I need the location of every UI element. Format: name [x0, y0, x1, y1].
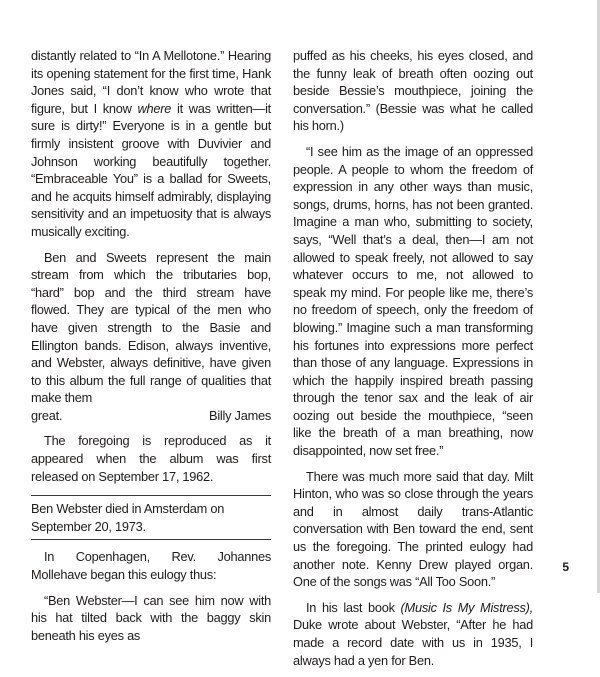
emphasis-text: where	[137, 100, 172, 116]
text-run: puffed as his cheeks, his eyes closed, and the funny leak of breath often oozing out beside Bessie’s mouthpiece, joining the conversation.” (Bessie was what he called his horn.)	[293, 48, 533, 134]
paragraph-hank-jones	[31, 47, 271, 241]
text-run: The foregoing is reproduced as it appeared when the album was first released on September 17, 1962.	[31, 433, 271, 484]
book-title: (Music Is My Mistress),	[400, 599, 534, 615]
text-run: Ben and Sweets represent the main stream from which the tributaries bop, “hard” bop and the third stream have flowed. They are typical of the men who have given strength to the Basie and Ellington bands. Edison, always inventive, and Webster, always definitive, have given to this album the full range of qualities that make them	[31, 249, 271, 406]
paragraph-reproduced-note	[31, 432, 271, 485]
text-run: Duke wrote about Webster, “After he had made a record date with us in 1935, I always had a yen for Ben.	[293, 617, 533, 668]
paragraph-ben-and-sweets	[31, 249, 271, 407]
divider-rule	[31, 495, 271, 496]
text-run: it was written—it sure is dirty!” Everyone is in a gentle but firmly insistent groove with Duvivier and Johnson working beautifully together. “Embraceable You” is a ballad for Sweets, and he acquits himself admirably, displaying sensitivity and an impetuosity that is always musically exciting.	[31, 100, 271, 239]
text-run: In his last book	[306, 599, 401, 615]
page-number: 5	[562, 560, 569, 574]
text-run: distantly related to “In A Mellotone.” Hearing its opening statement for the first time, Hank Jones said, “I don’t know who wrote that figure, but I know	[31, 48, 271, 116]
paragraph-oppressed-people	[293, 143, 533, 460]
divider-rule	[31, 539, 271, 540]
text-run: Ben Webster died in Amsterdam on September 20, 1973.	[31, 501, 225, 534]
right-column	[293, 47, 533, 677]
paragraph-copenhagen	[31, 548, 271, 583]
text-run: great.	[31, 407, 63, 423]
paragraph-milt-hinton	[293, 468, 533, 591]
text-run: There was much more said that day. Milt Hinton, who was so close through the years and in almost daily trans-Atlantic conversation with Ben toward the end, sent us the foregoing. The printed eulogy had another note. Kenny Drew played organ. One of the songs was “All Too Soon.”	[293, 468, 533, 590]
death-note	[31, 500, 271, 535]
paragraph-eulogy-continued	[293, 47, 533, 135]
signature-line	[31, 407, 271, 425]
text-run: “Ben Webster—I can see him now with his hat tilted back with the baggy skin beneath his eyes as	[31, 592, 271, 643]
author-signature: Billy James	[209, 407, 271, 423]
paragraph-eulogy-start	[31, 592, 271, 645]
paragraph-duke-quote	[293, 599, 533, 669]
text-run: “I see him as the image of an oppressed people. A people to whom the freedom of expression in any other ways than music, songs, drums, horns, has not been granted. Imagine a man who, submitting to society, says, “Well that’s a deal, then—I am not allowed to speak freely, not allowed to say whatever occurs to me, not allowed to speak my mind. For people like me, there’s no freedom of speech, only the freedom of blowing.” Imagine such a man transforming his fortunes into expressions more perfect than those of any language. Expressions in which the happily inspired breath passing through the tenor sax and the leak of air oozing out beside the mouthpiece, “seen like the breath of a man breathing, now disappointed, now set free.”	[293, 143, 533, 459]
left-column	[31, 47, 271, 652]
text-run: In Copenhagen, Rev. Johannes Mollehave began this eulogy thus:	[31, 549, 271, 583]
